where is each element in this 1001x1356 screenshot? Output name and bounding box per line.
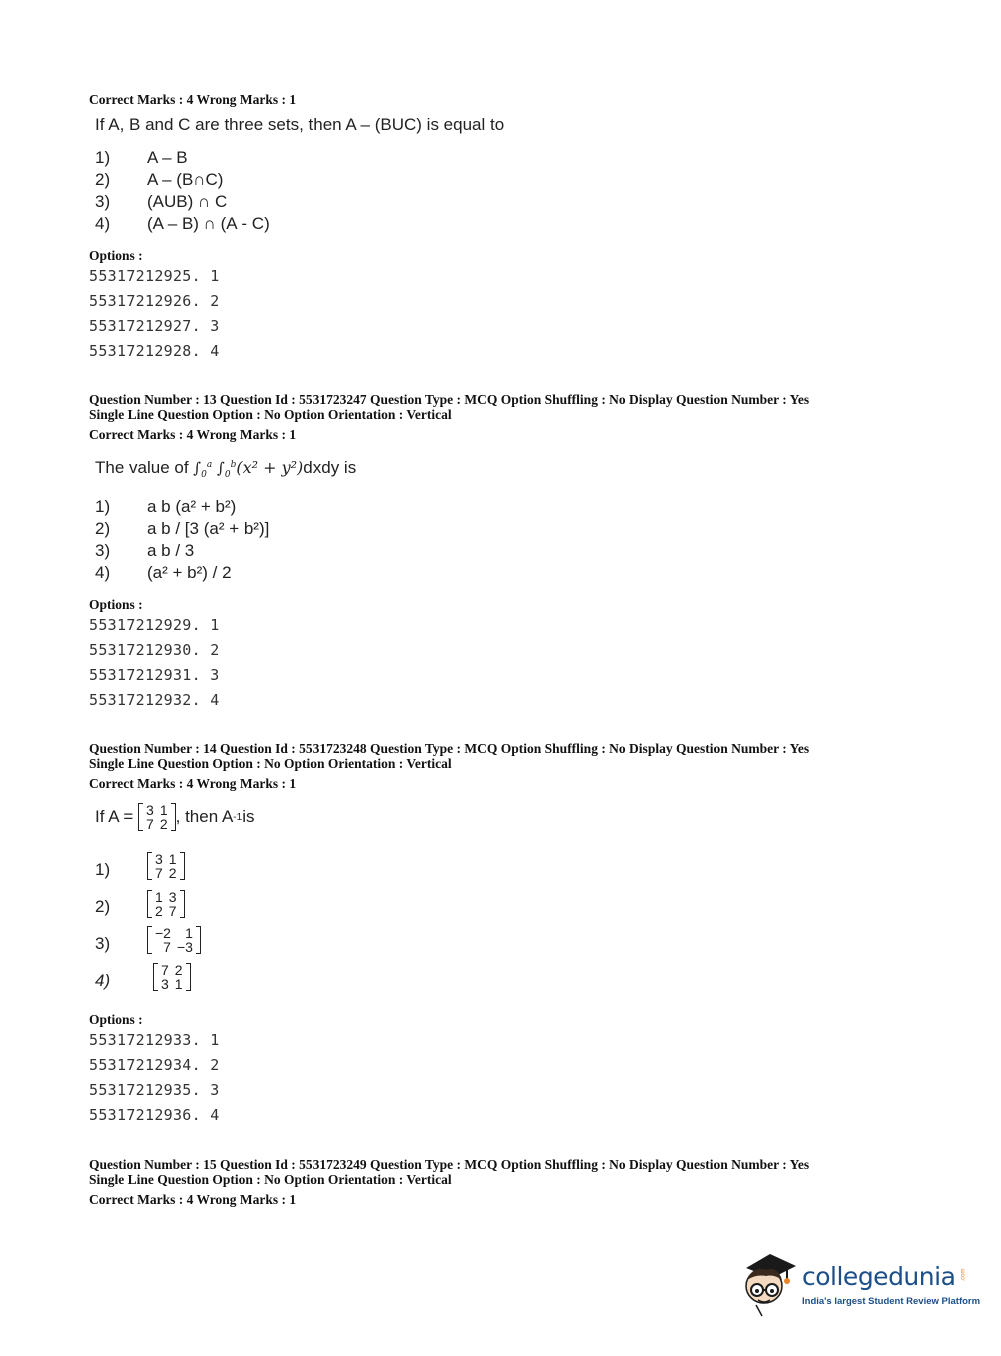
q13-marks: Correct Marks : 4 Wrong Marks : 1 (89, 427, 297, 442)
q13-option-id-2: 55317212930. 2 (89, 641, 220, 659)
q14-question-suffix: , then A (175, 807, 234, 826)
matrix-cell: 3 (168, 889, 177, 905)
q14-header-line2: Single Line Question Option : No Option Orientation : Vertical (89, 756, 452, 771)
q14-option-id-4: 55317212936. 4 (89, 1106, 220, 1124)
q12-choice-4-text: (A – B) ∩ (A - C) (147, 214, 270, 233)
matrix-cell: 1 (159, 802, 168, 818)
q14-matrix-a (138, 803, 176, 831)
q14-options-label: Options : (89, 1012, 143, 1027)
matrix-cell: 7 (163, 939, 171, 955)
q12-choice-4-num: 4) (95, 214, 111, 233)
matrix-cell: 3 (155, 851, 163, 867)
q14-choice-3-matrix (147, 926, 201, 954)
q14-question-prefix: If A = (95, 807, 134, 826)
q13-integrand: (x² + y²) (236, 458, 304, 477)
q12-option-id-2: 55317212926. 2 (89, 292, 220, 310)
q13-header-line2: Single Line Question Option : No Option Orientation : Vertical (89, 407, 452, 422)
q12-choice-1-text: A – B (147, 148, 188, 167)
q14-option-id-2: 55317212934. 2 (89, 1056, 220, 1074)
q12-choice-3-num: 3) (95, 192, 111, 211)
q14-choice-3-num: 3) (95, 934, 111, 953)
q12-choice-3-text: (AUB) ∩ C (147, 192, 228, 211)
q14-option-id-3: 55317212935. 3 (89, 1081, 220, 1099)
q13-choice-1-num: 1) (95, 497, 111, 516)
q13-integral-symbols: $\int_0^a$ $\int_0^b$ (193, 459, 237, 480)
q14-choice-1-matrix (147, 852, 185, 880)
mascot-icon (740, 1250, 800, 1320)
matrix-cell: 7 (168, 903, 177, 919)
q12-question-text: If A, B and C are three sets, then A – (BUC) is equal to (95, 115, 505, 134)
q14-marks: Correct Marks : 4 Wrong Marks : 1 (89, 776, 297, 791)
q12-choice-2-text: A – (B∩C) (147, 170, 224, 189)
logo-com-suffix: .com (960, 1268, 967, 1282)
q13-choice-3-text: a b / 3 (147, 541, 195, 560)
matrix-cell: 2 (168, 865, 177, 881)
q12-choice-1-num: 1) (95, 148, 111, 167)
matrix-cell: 2 (155, 903, 163, 919)
q13-choice-2-text: a b / [3 (a² + b²)] (147, 519, 270, 538)
q13-choice-2-num: 2) (95, 519, 111, 538)
logo-tagline: India's largest Student Review Platform (802, 1296, 981, 1307)
q14-choice-4-num: 4) (95, 971, 111, 990)
matrix-cell: 3 (146, 802, 154, 818)
q12-options-label: Options : (89, 248, 143, 263)
collegedunia-logo (740, 1250, 980, 1320)
q13-option-id-3: 55317212931. 3 (89, 666, 220, 684)
q14-question-end: is (242, 807, 255, 826)
q12-option-id-3: 55317212927. 3 (89, 317, 220, 335)
matrix-cell: 7 (161, 962, 169, 978)
q13-question-prefix: The value of (95, 458, 189, 477)
matrix-cell: 7 (155, 865, 163, 881)
q13-question-text (95, 458, 356, 480)
q14-choice-4-matrix (153, 963, 191, 991)
q14-question-sup: -1 (233, 811, 243, 823)
q14-choice-2-matrix (147, 890, 185, 918)
q13-choice-4-text: (a² + b²) / 2 (147, 563, 232, 582)
logo-wordmark: collegedunia (802, 1262, 956, 1291)
matrix-cell: 2 (174, 962, 183, 978)
q13-choice-4-num: 4) (95, 563, 111, 582)
matrix-cell: 1 (185, 925, 193, 941)
q13-option-id-4: 55317212932. 4 (89, 691, 220, 709)
matrix-cell: 7 (146, 816, 154, 832)
q14-option-id-1: 55317212933. 1 (89, 1031, 220, 1049)
q12-option-id-1: 55317212925. 1 (89, 267, 220, 285)
q13-question-suffix: dxdy is (303, 458, 357, 477)
matrix-cell: −2 (155, 925, 171, 941)
q14-question-text (95, 803, 254, 831)
q14-choice-2-num: 2) (95, 897, 111, 916)
q15-header-line2: Single Line Question Option : No Option Orientation : Vertical (89, 1172, 452, 1187)
matrix-cell: 2 (159, 816, 168, 832)
q12-choice-2-num: 2) (95, 170, 111, 189)
matrix-cell: 3 (161, 976, 169, 992)
q15-marks: Correct Marks : 4 Wrong Marks : 1 (89, 1192, 297, 1207)
q15-header-line1: Question Number : 15 Question Id : 5531723249 Question Type : MCQ Option Shuffling : No Display Question Number : Yes (89, 1157, 810, 1172)
matrix-cell: 1 (155, 889, 163, 905)
matrix-cell: 1 (168, 851, 177, 867)
q12-marks: Correct Marks : 4 Wrong Marks : 1 (89, 92, 297, 107)
matrix-cell: 1 (174, 976, 183, 992)
q14-header-line1: Question Number : 14 Question Id : 5531723248 Question Type : MCQ Option Shuffling : No Display Question Number : Yes (89, 741, 810, 756)
q13-choice-1-text: a b (a² + b²) (147, 497, 237, 516)
matrix-cell: −3 (176, 939, 193, 955)
q13-options-label: Options : (89, 597, 143, 612)
q13-option-id-1: 55317212929. 1 (89, 616, 220, 634)
q12-option-id-4: 55317212928. 4 (89, 342, 220, 360)
q13-header-line1: Question Number : 13 Question Id : 5531723247 Question Type : MCQ Option Shuffling : No Display Question Number : Yes (89, 392, 810, 407)
q14-choice-1-num: 1) (95, 860, 111, 879)
q13-choice-3-num: 3) (95, 541, 111, 560)
